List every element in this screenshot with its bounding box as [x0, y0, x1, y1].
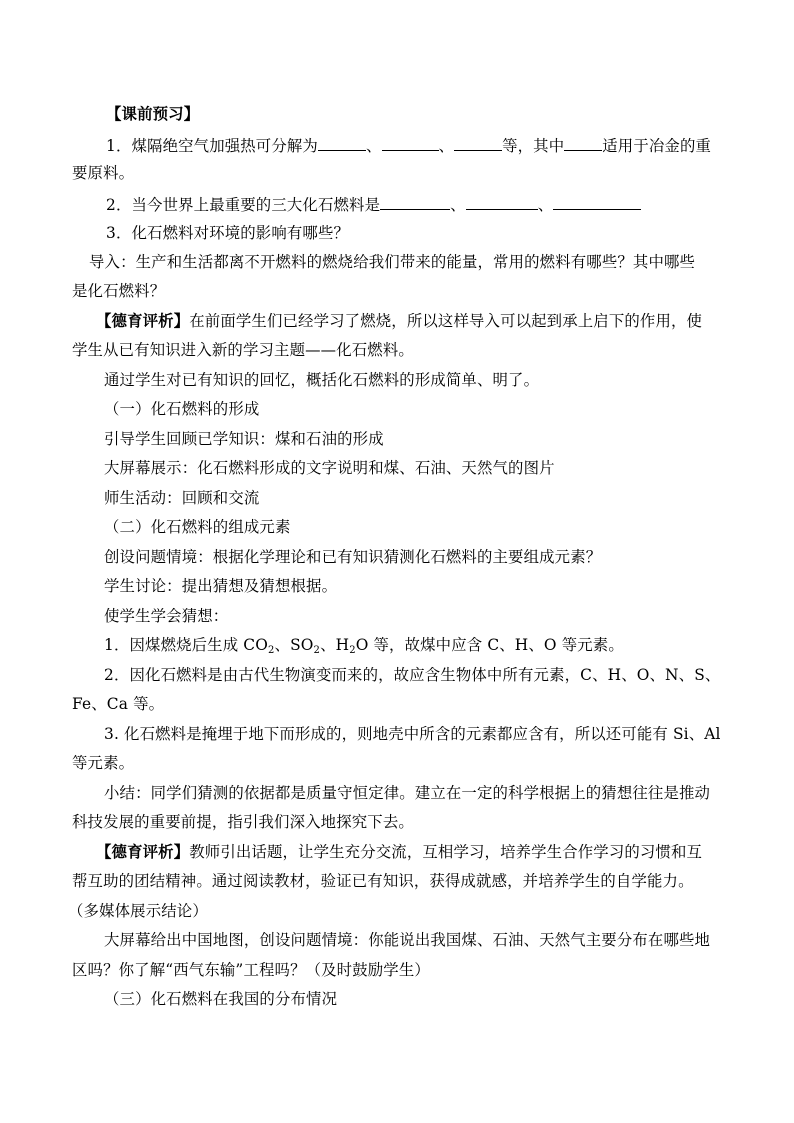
section-2-discussion: 学生讨论：提出猜想及猜想根据。 [104, 577, 338, 595]
guess-1-part-b: 、SO [274, 636, 314, 654]
preview-question-1-continued: 要原料。 [72, 164, 135, 182]
q1-number: 1． [106, 137, 132, 155]
q1-blank-3[interactable] [454, 133, 502, 151]
section-1-screen: 大屏幕展示：化石燃料形成的文字说明和煤、石油、天然气的图片 [104, 459, 555, 477]
q2-number: 2． [106, 196, 132, 214]
moral-label: 【德育评析】 [96, 843, 190, 861]
guess-2-line-1: 2．因化石燃料是由古代生物演变而来的，故应含生物体中所有元素，C、H、O、N、S、 [104, 666, 721, 684]
q2-blank-2[interactable] [466, 192, 538, 210]
guess-1 [104, 634, 764, 656]
map-scenario-line-2: 区吗？你了解“西气东输”工程吗？（及时鼓励学生） [72, 961, 430, 979]
q2-blank-3[interactable] [553, 192, 641, 210]
moral-analysis-1 [96, 310, 756, 332]
section-1-title: （一）化石燃料的形成 [104, 400, 260, 418]
subscript: 2 [313, 645, 321, 656]
moral-label: 【德育评析】 [96, 312, 190, 330]
preview-question-1 [106, 133, 766, 157]
moral-analysis-2-line-2: 帮互助的团结精神。通过阅读教材，验证已有知识，获得成就感，并培养学生的自学能力。 [72, 872, 694, 890]
moral-analysis-1-line-2: 学生从已有知识进入新的学习主题——化石燃料。 [72, 341, 414, 359]
section-3-title: （三）化石燃料在我国的分布情况 [104, 990, 338, 1008]
q1-separator: 、 [365, 137, 382, 155]
conclusion-line-2: 科技发展的重要前提，指引我们深入地探究下去。 [72, 813, 414, 831]
section-1-guide: 引导学生回顾已学知识：煤和石油的形成 [104, 430, 384, 448]
guess-1-part-c: 、H [320, 636, 350, 654]
q2-text: 当今世界上最重要的三大化石燃料是 [131, 196, 381, 214]
guess-1-part-a: 1．因煤燃烧后生成 CO [104, 636, 269, 654]
preview-question-2 [106, 192, 766, 216]
guess-3-line-2: 等元素。 [72, 754, 135, 772]
q1-end: 适用于冶金的重 [602, 137, 712, 155]
q1-text: 煤隔绝空气加强热可分解为 [131, 137, 318, 155]
moral1-text: 在前面学生们已经学习了燃烧，所以这样导入可以起到承上启下的作用，使 [189, 312, 703, 330]
q2-blank-1[interactable] [380, 192, 450, 210]
map-scenario-line-1: 大屏幕给出中国地图，创设问题情境：你能说出我国煤、石油、天然气主要分布在哪些地 [104, 931, 711, 949]
moral-analysis-2-line-3: （多媒体展示结论） [68, 902, 208, 920]
section-2-guess-intro: 使学生学会猜想： [104, 607, 229, 625]
subscript: 2 [268, 645, 275, 656]
section-2-scenario: 创设问题情境：根据化学理论和已有知识猜测化石燃料的主要组成元素？ [104, 548, 602, 566]
q1-after: 等，其中 [502, 137, 565, 155]
intro-line-1: 导入：生产和生活都离不开燃料的燃烧给我们带来的能量，常用的燃料有哪些？其中哪些 [89, 253, 696, 271]
conclusion-line-1: 小结：同学们猜测的依据都是质量守恒定律。建立在一定的科学根据上的猜想往往是推动 [104, 784, 711, 802]
guess-2-line-2: Fe、Ca 等。 [72, 695, 165, 713]
moral-analysis-2 [96, 841, 756, 863]
q2-separator: 、 [450, 196, 466, 214]
preview-question-3: 3．化石燃料对环境的影响有哪些？ [106, 224, 350, 242]
summary-recall: 通过学生对已有知识的回忆，概括化石燃料的形成简单、明了。 [104, 371, 540, 389]
guess-1-part-d: O 等，故煤中应含 C、H、O 等元素。 [355, 636, 624, 654]
q1-separator: 、 [438, 137, 455, 155]
section-2-title: （二）化石燃料的组成元素 [104, 518, 291, 536]
q1-blank-2[interactable] [382, 133, 439, 151]
subscript: 2 [349, 645, 356, 656]
q1-blank-4[interactable] [564, 133, 602, 151]
intro-line-2: 是化石燃料？ [72, 282, 166, 300]
section-1-activity: 师生活动：回顾和交流 [104, 489, 260, 507]
guess-3-line-1: 3. 化石燃料是掩埋于地下而形成的，则地壳中所含的元素都应含有，所以还可能有 Si、Al [104, 725, 721, 743]
q2-separator: 、 [537, 196, 554, 214]
preview-heading: 【课前预习】 [106, 105, 200, 123]
moral2-text: 教师引出话题，让学生充分交流，互相学习，培养学生合作学习的习惯和互 [189, 843, 703, 861]
q1-blank-1[interactable] [318, 133, 366, 151]
